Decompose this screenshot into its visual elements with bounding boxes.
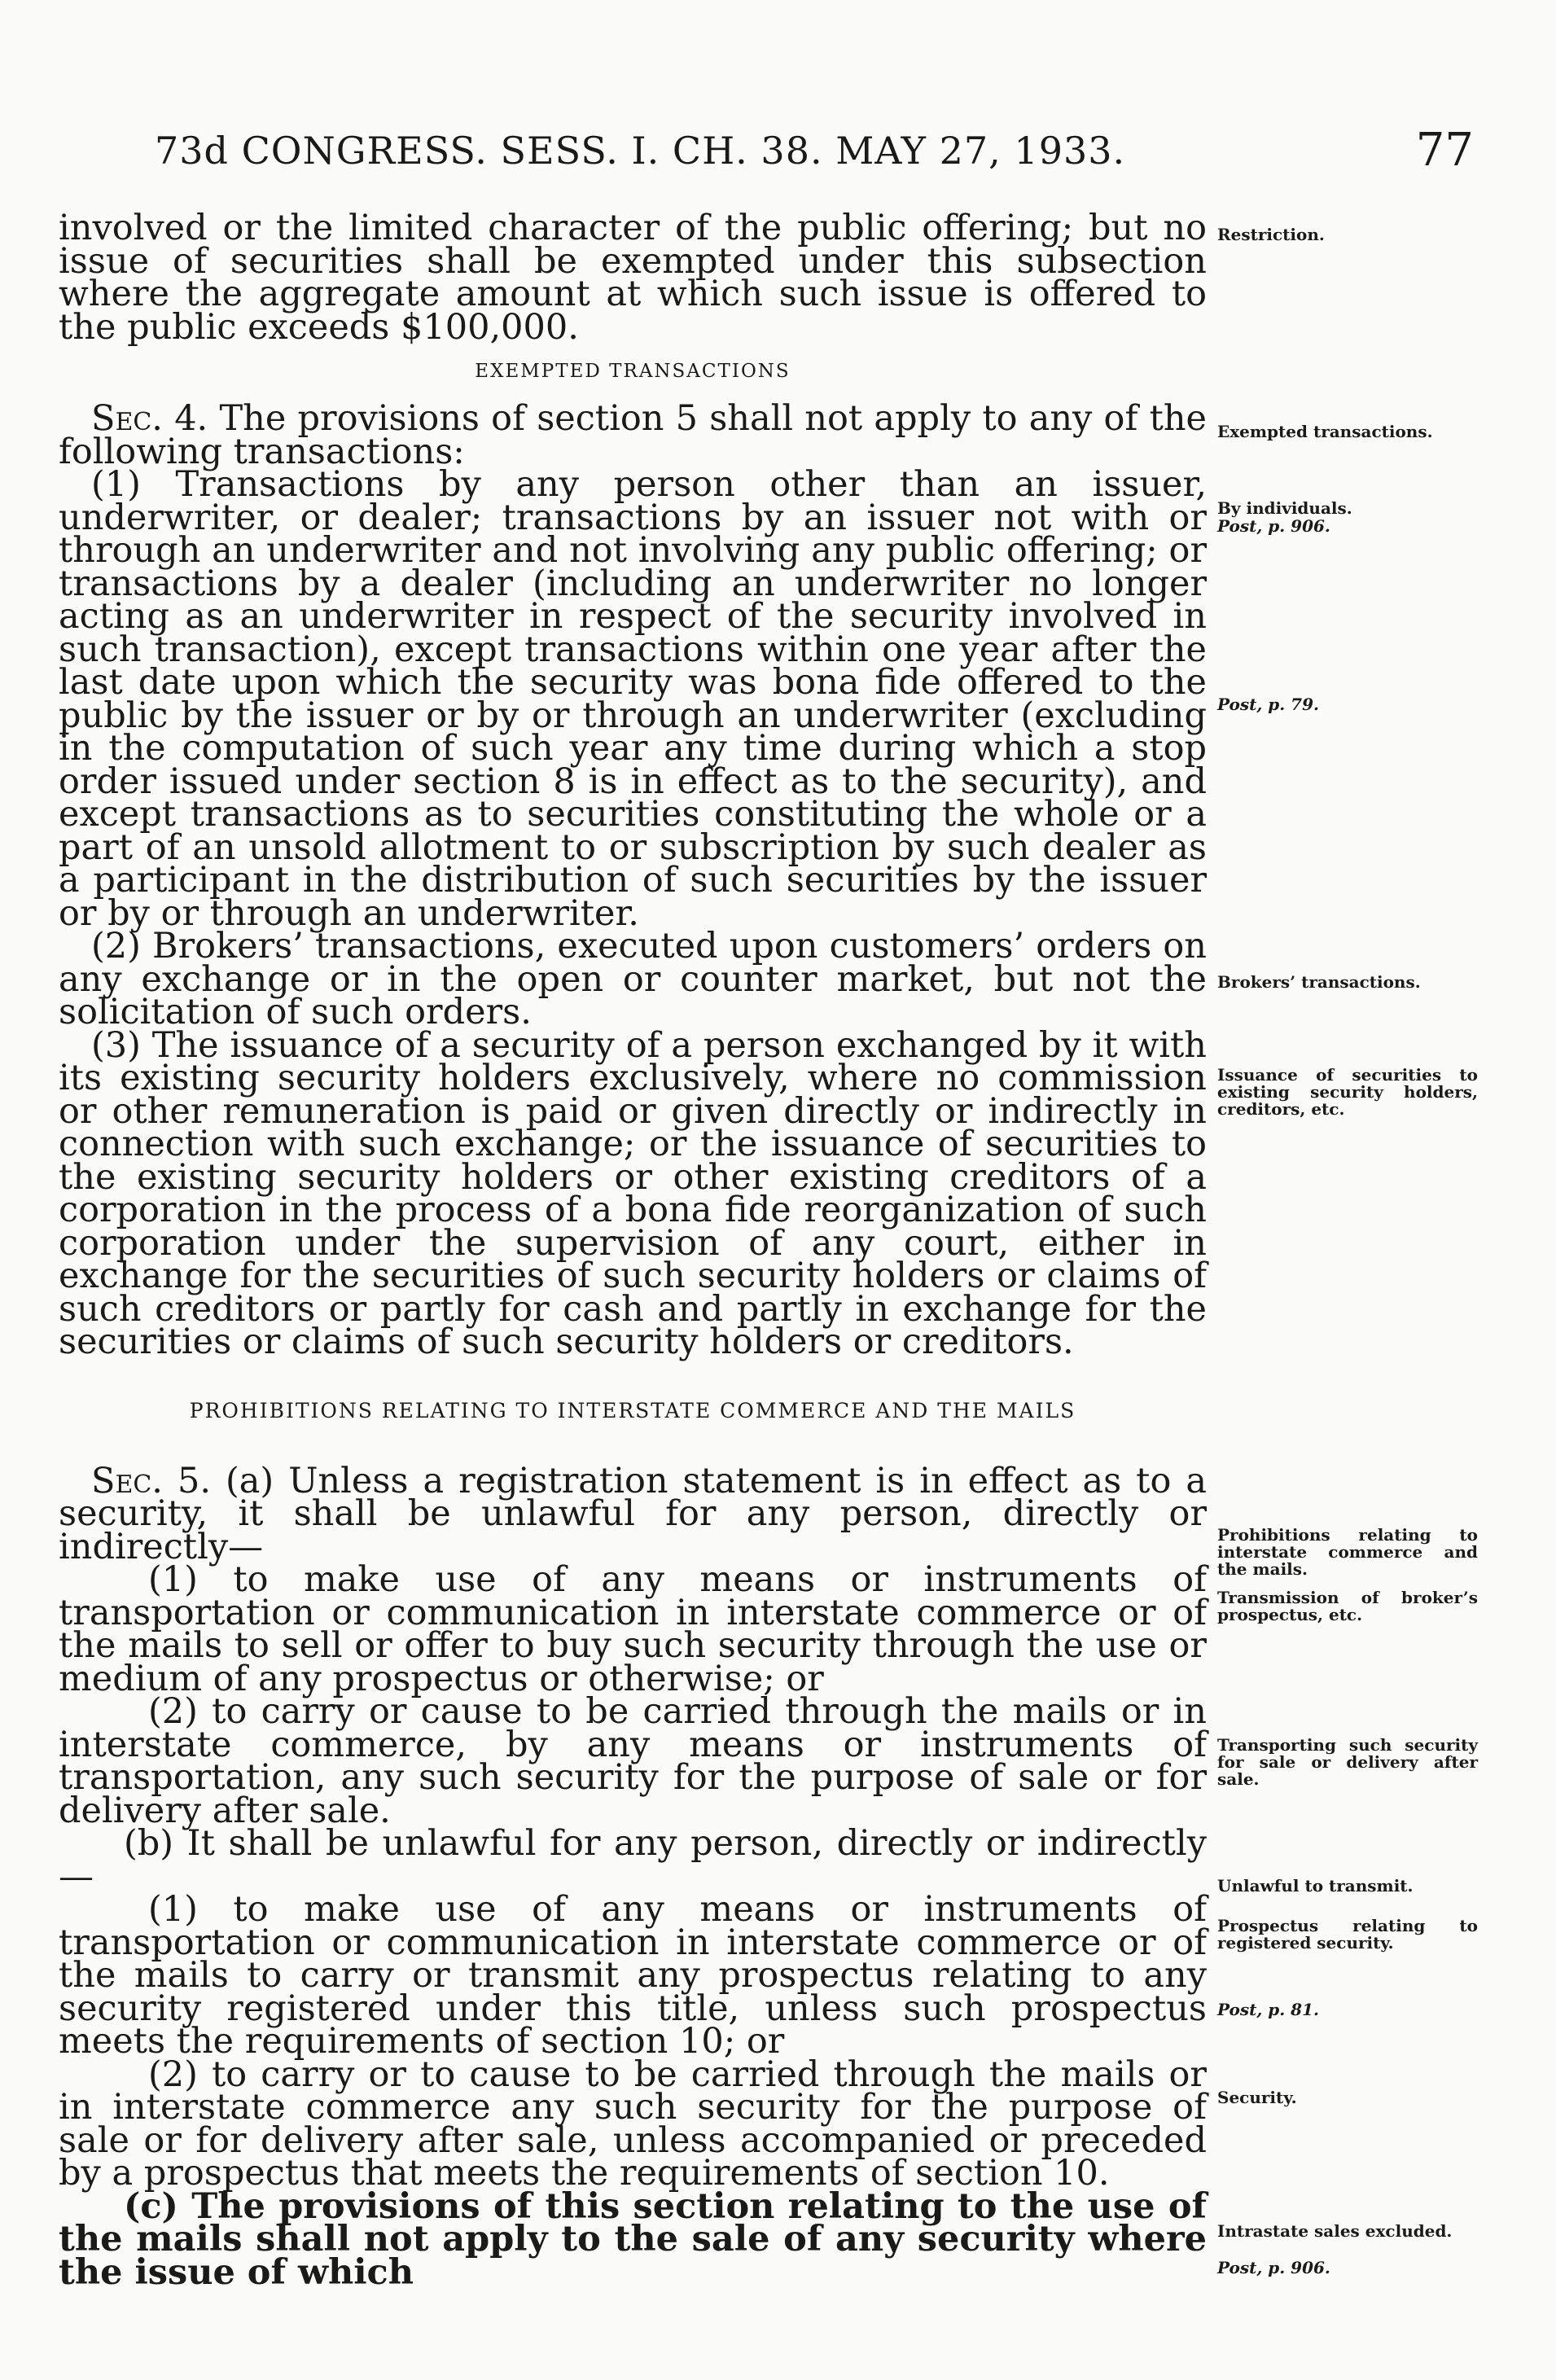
post-ref: Post, p. 79. (1217, 695, 1319, 714)
paragraph-sec-4 (59, 398, 1207, 472)
margin-note-unlawful: Unlawful to transmit. (1217, 1876, 1414, 1896)
margin-note-security: Security. (1217, 2088, 1297, 2107)
section-label: Sec. 5. (91, 1460, 212, 1501)
section-label: Sec. 4. (91, 398, 208, 439)
post-ref: Post, p. 906. (1217, 516, 1330, 536)
paragraph-4-2: (2) Brokers’ transactions, executed upon customers’ orders on any exchange or in the open or counter market, but not the solicitation of such orders. (59, 926, 1207, 1032)
margin-note-post-79 (1217, 696, 1478, 713)
paragraph-5b-1: (1) to make use of any means or instruments of transportation or communication in interstate commerce or of the mails to carry or transmit any prospectus relating to any security registered under this title, unless such prospectus meets the requirements of section 10; or (59, 1889, 1207, 2062)
paragraph-5b-2: (2) to carry or to cause to be carried through the mails or in interstate commerce any such security for the purpose of sale or for delivery after sale, unless accompanied or preceded by a prospectus that meets the requirements of section 10. (59, 2053, 1207, 2194)
margin-note-prospectus: Prospectus relating to registered security. (1217, 1916, 1478, 1953)
margin-note-post-906-b (1217, 2259, 1478, 2277)
paragraph-4-1: (1) Transactions by any person other than an issuer, underwriter, or dealer; transactions by an issuer not with or through an underwriter and not involving any public offering; or transactions by a dealer (including an underwriter no longer acting as an underwriter in respect of the security involved in such transaction), except transactions within one year after the last date upon which the security was bona fide offered to the public by the issuer or by or through an underwriter (excluding in the computation of such year any time during which a stop order issued under section 8 is in effect as to the security), and except transactions as to securities constituting the whole or a part of an unsold allotment to or subscription by such dealer as a participant in the distribution of such securities by the issuer or by or through an underwriter. (59, 464, 1207, 934)
paragraph-5a-1: (1) to make use of any means or instruments of transportation or communication in interstate commerce or of the mails to sell or offer to buy such security through the use or medium of any prospectus or otherwise; or (59, 1559, 1207, 1699)
margin-note-issuance: Issuance of securities to existing security holders, creditors, etc. (1217, 1065, 1478, 1119)
main-text (59, 208, 1207, 2293)
margin-note-by-individuals: By individuals. (1217, 498, 1352, 518)
margin-note-intrastate: Intrastate sales excluded. (1217, 2221, 1453, 2241)
paragraph-5b: (b) It shall be unlawful for any person, directly or indirectly— (59, 1823, 1207, 1897)
paragraph-continuation: involved or the limited character of the public offering; but no issue of securities shall be exempted under this subsection where the aggregate amount at which such issue is offered to the public exceeds $100,000. (59, 208, 1207, 348)
margin-note-brokers: Brokers’ transactions. (1217, 972, 1421, 992)
heading-exempted-transactions: EXEMPTED TRANSACTIONS (475, 361, 791, 382)
margin-note-prohibitions: Prohibitions relating to interstate commerce and the mails. (1217, 1525, 1478, 1579)
running-head: 73d CONGRESS. SESS. I. CH. 38. MAY 27, 1933. (155, 129, 1126, 173)
post-ref: Post, p. 906. (1217, 2258, 1330, 2277)
paragraph-5c: (c) The provisions of this section relating to the use of the mails shall not apply to the sale of any security where the issue of which (59, 2185, 1207, 2293)
margin-note-exempted-transactions: Exempted transactions. (1217, 422, 1433, 441)
margin-note-transporting: Transporting such security for sale or delivery after sale. (1217, 1735, 1478, 1789)
section-text: The provisions of section 5 shall not apply to any of the following transactions: (59, 398, 1207, 472)
margin-note-post-81 (1217, 2001, 1478, 2018)
section-text: (a) Unless a registration statement is in effect as to a security, it shall be unlawful for any person, directly or indirectly— (59, 1460, 1207, 1567)
margin-note-post-906 (1217, 518, 1478, 535)
heading-prohibitions: PROHIBITIONS RELATING TO INTERSTATE COMMERCE AND THE MAILS (189, 1398, 1076, 1422)
page-number: 77 (1415, 124, 1474, 177)
running-header (155, 124, 1474, 186)
paragraph-sec-5 (59, 1460, 1207, 1567)
post-ref: Post, p. 81. (1217, 2000, 1319, 2019)
paragraph-5a-2: (2) to carry or cause to be carried through the mails or in interstate commerce, by any means or instruments of transportation, any such security for the purpose of sale or for delivery after sale. (59, 1691, 1207, 1831)
paragraph-4-3: (3) The issuance of a security of a person exchanged by it with its existing security holders exclusively, where no commission or other remuneration is paid or given directly or indirectly in connection with such exchange; or the issuance of securities to the existing security holders or other existing creditors of a corporation in the process of a bona fide reorganization of such corporation under the supervision of any court, either in exchange for the securities of such security holders or claims of such creditors or partly for cash and partly in exchange for the securities or claims of such security holders or creditors. (59, 1024, 1207, 1362)
margin-note-restriction: Restriction. (1217, 225, 1325, 244)
margin-note-transmission: Transmission of broker’s prospectus, etc. (1217, 1588, 1478, 1624)
